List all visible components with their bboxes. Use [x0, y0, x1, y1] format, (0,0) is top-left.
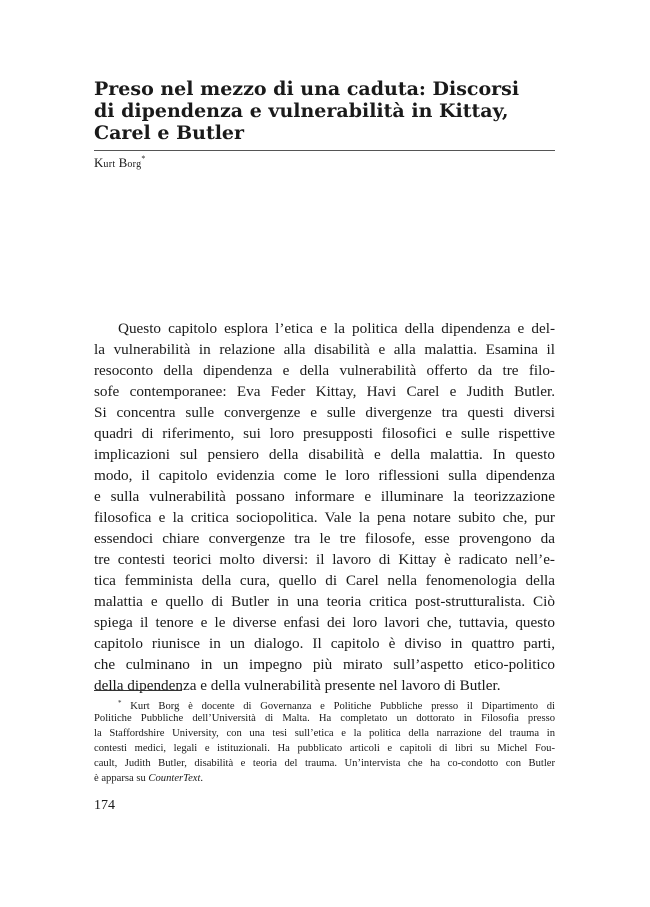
- abstract-line: che culminano in un impegno più mirato sull’aspetto etico-politico: [94, 656, 555, 673]
- author-last-initial: B: [118, 155, 128, 170]
- abstract-line: modo, il capitolo evidenzia come le loro riflessioni sulla dipendenza: [94, 467, 555, 484]
- abstract-line: quadri di riferimento, sui loro presupposti filosofici e sulle rispettive: [94, 425, 555, 442]
- footnote-last-prefix: è apparsa su: [94, 773, 149, 784]
- abstract-line: sofe contemporanee: Eva Feder Kittay, Havi Carel e Judith Butler.: [94, 383, 555, 400]
- footnote-line: [94, 771, 555, 786]
- abstract-line: Si concentra sulle convergenze e sulle divergenze tra questi diversi: [94, 404, 555, 421]
- abstract-line: tre contesti teorici molto diversi: il lavoro di Kittay è radicato nell’e-: [94, 551, 555, 568]
- author-name: [94, 154, 145, 171]
- footnote-line: Politiche Pubbliche dell’Università di Malta. Ha completato un dottorato in Filosofia presso: [94, 713, 555, 724]
- abstract-line: Questo capitolo esplora l’etica e la politica della dipendenza e del-: [118, 320, 555, 337]
- abstract-line: tica femminista della cura, quello di Carel nella fenomenologia della: [94, 572, 555, 589]
- abstract-line: e sulla vulnerabilità possano informare e illuminare la teorizzazione: [94, 488, 555, 505]
- abstract-paragraph: [94, 318, 555, 696]
- journal-title: CounterText: [148, 773, 201, 784]
- abstract-line: implicazioni sul pensiero della disabilità e della malattia. In questo: [94, 446, 555, 463]
- footnote-last-suffix: .: [200, 773, 204, 784]
- footnote-mark: *: [118, 699, 122, 707]
- footnote: [94, 696, 555, 786]
- footnote-line: cault, Judith Butler, disabilità e teoria del trauma. Un’intervista che ha co-condotto con Butler: [94, 758, 555, 769]
- abstract-line: resoconto della dipendenza e della vulnerabilità offerto da tre filo-: [94, 362, 555, 379]
- footnote-line: la Staffordshire University, con una tesi sull’etica e la politica della narrazione del trauma in: [94, 728, 555, 739]
- footnote-line: contesti medici, legali e istituzionali. Ha pubblicato articoli e capitoli di libri su Michel Fou-: [94, 743, 555, 754]
- abstract-line: essendoci chiare convergenze tra le tre filosofe, esse provengono da: [94, 530, 555, 547]
- title-line: Carel e Butler: [94, 122, 245, 144]
- abstract-line: la vulnerabilità in relazione alla disabilità e alla malattia. Esamina il: [94, 341, 555, 358]
- chapter-title: [94, 78, 524, 144]
- footnote-line: [94, 696, 555, 711]
- abstract-line: malattia e quello di Butler in una teoria critica post-strutturalista. Ciò: [94, 593, 555, 610]
- author-last-rest: org: [127, 159, 142, 170]
- author-first-initial: K: [94, 155, 104, 170]
- footnote-line-text: Kurt Borg è docente di Governanza e Politiche Pubbliche presso il Dipartimento di: [130, 701, 555, 712]
- abstract-line: capitolo riunisce in un dialogo. Il capitolo è diviso in quattro parti,: [94, 635, 555, 652]
- author-footnote-mark: *: [141, 154, 146, 163]
- footnote-rule: [94, 690, 182, 691]
- title-line: di dipendenza e vulnerabilità in Kittay,: [94, 100, 509, 122]
- author-first-rest: urt: [103, 159, 116, 170]
- title-rule: [94, 150, 555, 151]
- abstract-line: spiega il tenore e le diverse enfasi dei loro lavori che, tuttavia, questo: [94, 614, 555, 631]
- title-line: Preso nel mezzo di una caduta: Discorsi: [94, 78, 520, 100]
- page-number: 174: [94, 798, 115, 813]
- abstract-line: filosofica e la critica sociopolitica. Vale la pena notare subito che, pur: [94, 509, 555, 526]
- abstract-line: della dipendenza e della vulnerabilità presente nel lavoro di Butler.: [94, 677, 501, 694]
